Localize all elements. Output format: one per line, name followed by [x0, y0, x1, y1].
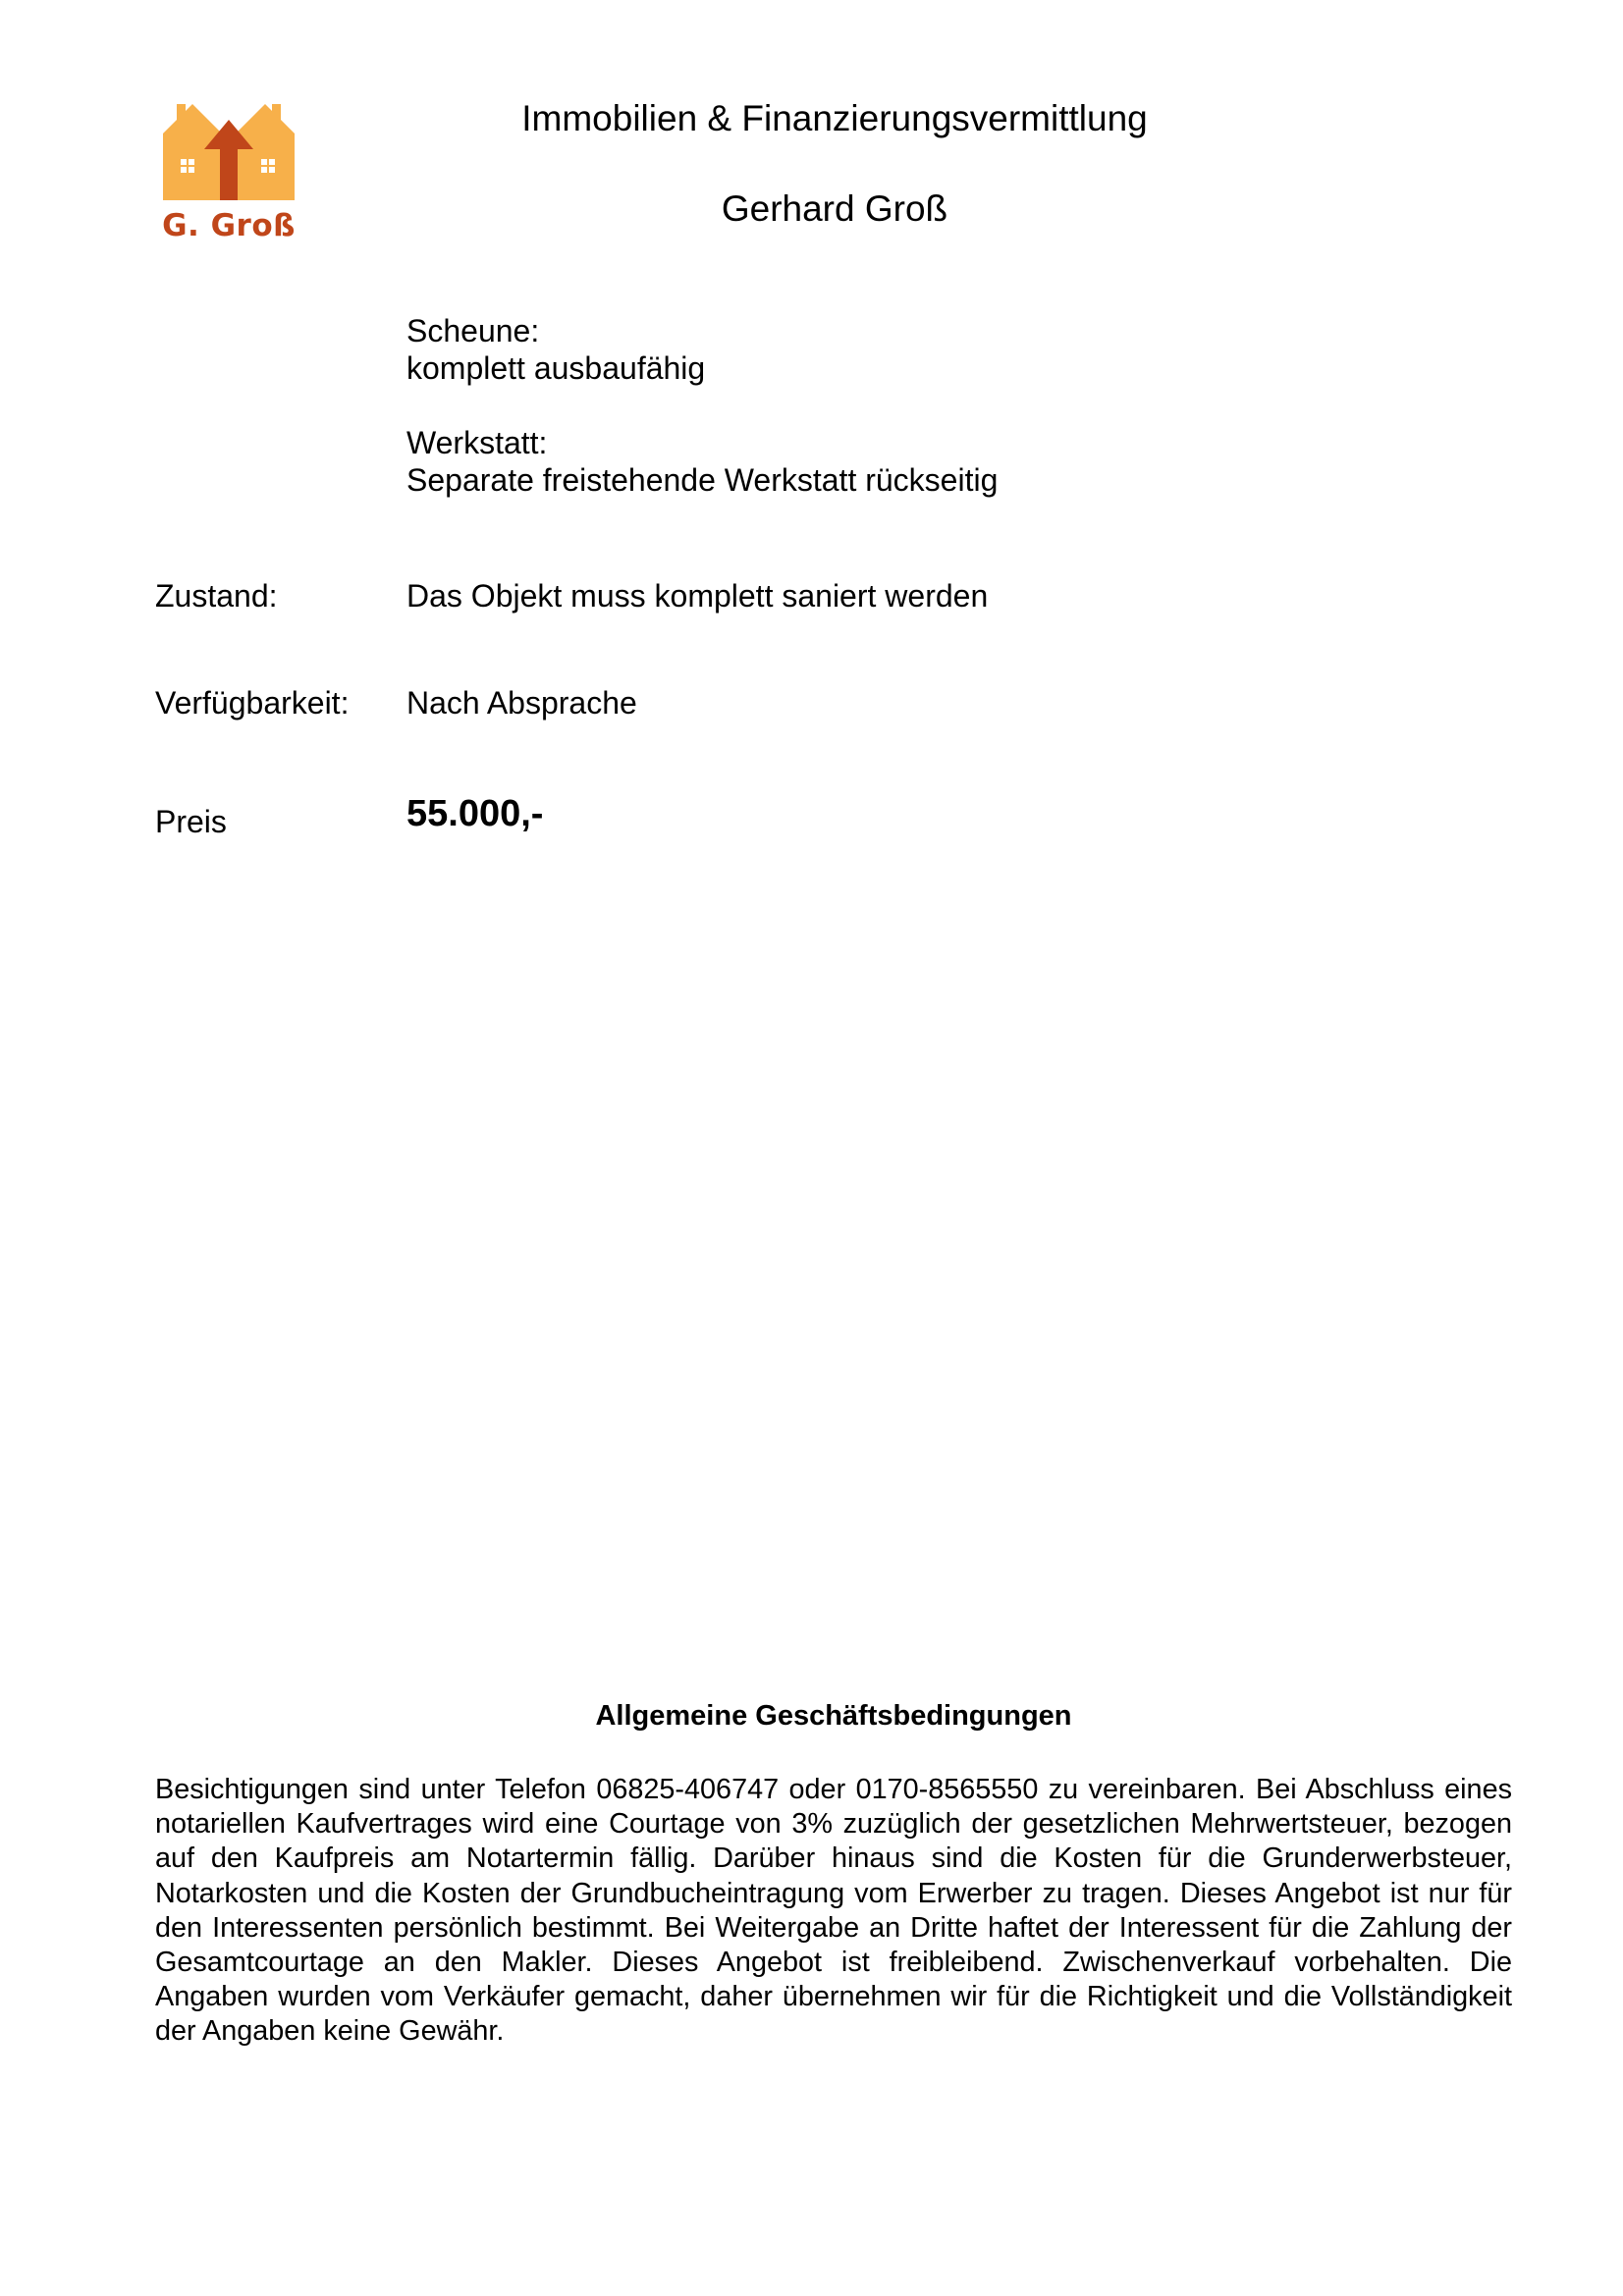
- company-logo: [155, 98, 302, 247]
- agb-title: Allgemeine Geschäftsbedingungen: [595, 1700, 1072, 1732]
- agb-text: Besichtigungen sind unter Telefon 06825-406747 oder 0170-8565550 zu vereinbaren. Bei Abschluss eines notariellen Kaufvertrages wird eine Courtage von 3% zuzüglich der gesetzlichen Mehrwertsteuer, bezogen auf den Kaufpreis am Notartermin fällig. Darüber hinaus sind die Kosten für die Grunderwerbsteuer, Notarkosten und die Kosten der Grundbucheintragung vom Erwerber zu tragen. Dieses Angebot ist nur für den Interessenten persönlich bestimmt. Bei Weitergabe an Dritte haftet der Interessent für die Zahlung der Gesamtcourtage an den Makler. Dieses Angebot ist freibleibend. Zwischenverkauf vorbehalten. Die Angaben wurden vom Verkäufer gemacht, daher übernehmen wir für die Richtigkeit und die Vollständigkeit der Angaben keine Gewähr.: [155, 1774, 1512, 2048]
- preis-label: Preis: [155, 804, 227, 839]
- zustand-label: Zustand:: [155, 578, 278, 614]
- zustand-value: Das Objekt muss komplett saniert werden: [406, 578, 989, 614]
- logo-text: G. Groß: [162, 208, 296, 243]
- scheune-heading: Scheune:: [406, 313, 540, 348]
- company-name: Immobilien & Finanzierungsvermittlung: [521, 98, 1148, 138]
- verfuegbarkeit-value: Nach Absprache: [406, 685, 637, 721]
- scheune-text: komplett ausbaufähig: [406, 350, 706, 386]
- preis-value: 55.000,-: [406, 793, 544, 834]
- house-logo-icon: [155, 98, 302, 206]
- werkstatt-heading: Werkstatt:: [406, 425, 548, 460]
- owner-name: Gerhard Groß: [721, 188, 948, 229]
- werkstatt-text: Separate freistehende Werkstatt rückseitig: [406, 462, 999, 498]
- verfuegbarkeit-label: Verfügbarkeit:: [155, 685, 350, 721]
